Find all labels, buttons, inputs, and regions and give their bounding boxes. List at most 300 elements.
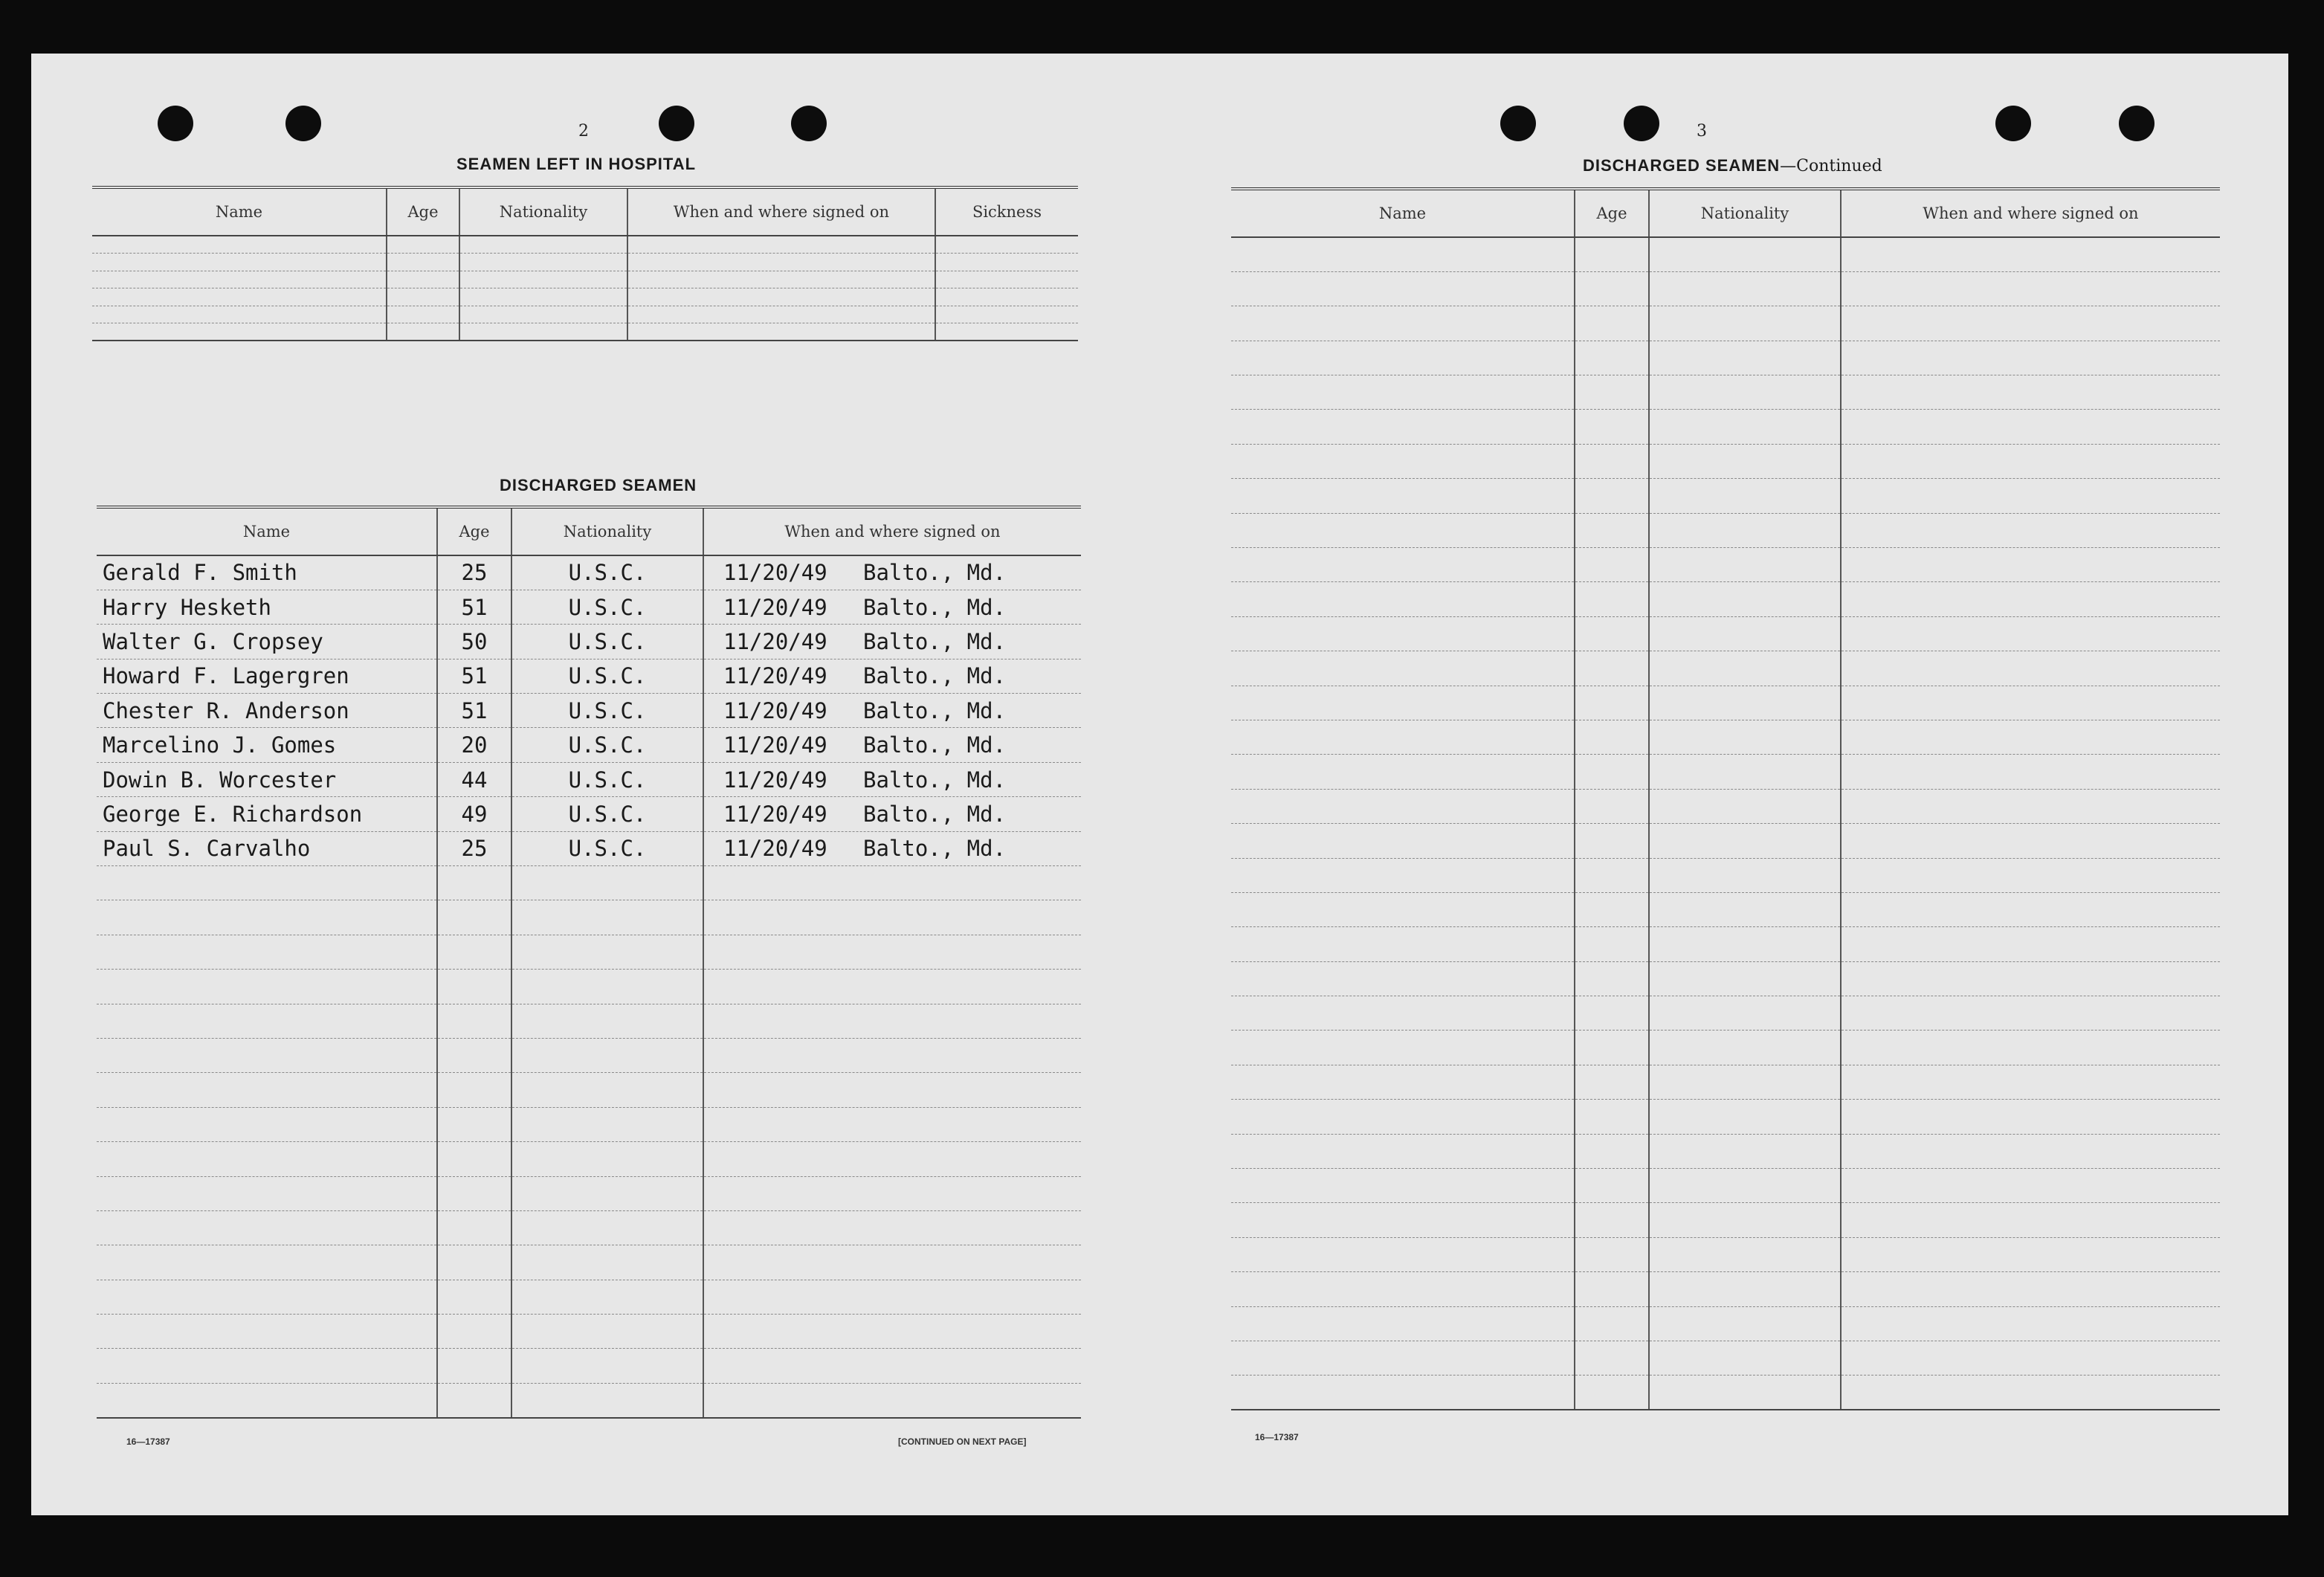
table-row — [97, 659, 1081, 693]
cell-name — [92, 236, 387, 254]
cell-sickness — [935, 271, 1078, 288]
cell-name — [92, 288, 387, 306]
cell-age — [437, 1107, 511, 1141]
cell-age — [387, 236, 459, 254]
cell-signed-on — [703, 866, 1081, 900]
cell-name — [97, 900, 437, 935]
cell-name — [1231, 1272, 1575, 1306]
cell-age — [1575, 1031, 1649, 1065]
cell-nationality — [1649, 582, 1841, 616]
cell-name — [1231, 789, 1575, 823]
right-page — [1176, 54, 2288, 1515]
page-number: 2 — [578, 122, 589, 141]
table-row — [1231, 996, 2220, 1031]
cell-signed-on — [1841, 410, 2220, 444]
cell-nationality — [1649, 961, 1841, 996]
cell-age — [387, 323, 459, 341]
table-row — [1231, 306, 2220, 341]
table-row — [92, 236, 1078, 254]
cell-age: 25 — [437, 555, 511, 590]
cell-nationality — [511, 1315, 703, 1349]
cell-nationality — [1649, 1169, 1841, 1203]
signed-on-place: Balto., Md. — [863, 801, 1007, 827]
cell-age — [437, 1315, 511, 1349]
cell-signed-on — [627, 306, 935, 323]
cell-name — [1231, 1341, 1575, 1376]
table-row — [1231, 1031, 2220, 1065]
table-row — [1231, 858, 2220, 892]
cell-age — [1575, 1065, 1649, 1099]
table-row — [1231, 513, 2220, 547]
cell-nationality — [1649, 375, 1841, 410]
table-row — [1231, 927, 2220, 961]
page-number: 3 — [1697, 122, 1707, 141]
cell-nationality: U.S.C. — [511, 590, 703, 624]
cell-signed-on — [703, 1280, 1081, 1314]
cell-signed-on — [1841, 892, 2220, 926]
table-row — [92, 288, 1078, 306]
cell-name — [97, 1142, 437, 1176]
manifest-sheet — [31, 54, 2288, 1515]
cell-signed-on — [1841, 1203, 2220, 1237]
table-row — [97, 762, 1081, 796]
table-row — [97, 1280, 1081, 1314]
cell-signed-on — [1841, 237, 2220, 271]
column-header-name: Name — [1231, 189, 1575, 237]
cell-nationality — [1649, 1237, 1841, 1271]
cell-nationality — [1649, 686, 1841, 720]
cell-signed-on — [703, 1073, 1081, 1107]
table-row — [1231, 651, 2220, 686]
cell-signed-on — [703, 1245, 1081, 1280]
cell-nationality — [459, 323, 627, 341]
cell-age — [1575, 479, 1649, 513]
cell-signed-on — [703, 555, 1081, 590]
cell-nationality: U.S.C. — [511, 762, 703, 796]
cell-age — [1575, 1100, 1649, 1134]
column-header-signed-on: When and where signed on — [627, 187, 935, 236]
table-row — [1231, 1341, 2220, 1376]
cell-signed-on — [1841, 1100, 2220, 1134]
cell-name — [97, 1107, 437, 1141]
cell-signed-on — [1841, 513, 2220, 547]
cell-nationality — [1649, 1203, 1841, 1237]
cell-nationality: U.S.C. — [511, 694, 703, 728]
cell-nationality: U.S.C. — [511, 625, 703, 659]
cell-name: Harry Hesketh — [97, 590, 437, 624]
cell-age — [437, 900, 511, 935]
cell-nationality — [1649, 824, 1841, 858]
cell-age — [1575, 1169, 1649, 1203]
cell-nationality — [459, 254, 627, 271]
cell-age — [437, 935, 511, 969]
cell-nationality — [511, 1280, 703, 1314]
signed-on-date: 11/20/49 — [723, 560, 827, 586]
cell-signed-on — [703, 970, 1081, 1004]
table-row — [1231, 616, 2220, 651]
cell-nationality — [1649, 616, 1841, 651]
table-row — [97, 590, 1081, 624]
cell-nationality — [459, 288, 627, 306]
cell-age — [437, 1073, 511, 1107]
cell-nationality — [1649, 1376, 1841, 1410]
cell-name — [1231, 616, 1575, 651]
cell-signed-on — [1841, 616, 2220, 651]
cell-age — [1575, 1272, 1649, 1306]
cell-nationality — [1649, 858, 1841, 892]
cell-nationality — [511, 900, 703, 935]
cell-name — [1231, 410, 1575, 444]
cell-age — [437, 1383, 511, 1417]
cell-signed-on — [1841, 1169, 2220, 1203]
cell-nationality — [511, 1210, 703, 1245]
table-row — [97, 970, 1081, 1004]
table-row — [97, 866, 1081, 900]
cell-age: 25 — [437, 831, 511, 865]
column-header-nationality: Nationality — [1649, 189, 1841, 237]
cell-name — [1231, 479, 1575, 513]
column-header-signed-on: When and where signed on — [703, 507, 1081, 555]
cell-signed-on — [1841, 824, 2220, 858]
cell-age — [1575, 892, 1649, 926]
cell-signed-on — [1841, 341, 2220, 375]
cell-age — [1575, 1237, 1649, 1271]
cell-nationality — [1649, 548, 1841, 582]
cell-name — [1231, 341, 1575, 375]
cell-name — [97, 1073, 437, 1107]
cell-age — [387, 271, 459, 288]
cell-signed-on — [1841, 375, 2220, 410]
cell-nationality — [1649, 1031, 1841, 1065]
cell-name — [1231, 755, 1575, 789]
cell-nationality — [459, 306, 627, 323]
signed-on-date: 11/20/49 — [723, 732, 827, 758]
table-row — [1231, 341, 2220, 375]
cell-name — [1231, 513, 1575, 547]
table-row — [97, 1073, 1081, 1107]
cell-name — [1231, 1031, 1575, 1065]
cell-age: 51 — [437, 694, 511, 728]
table-row — [97, 1210, 1081, 1245]
cell-age — [387, 288, 459, 306]
cell-nationality — [1649, 271, 1841, 306]
signed-on-date: 11/20/49 — [723, 663, 827, 689]
cell-name: Marcelino J. Gomes — [97, 728, 437, 762]
cell-age — [437, 1349, 511, 1383]
cell-age — [1575, 1376, 1649, 1410]
column-header-nationality: Nationality — [511, 507, 703, 555]
table-row — [1231, 410, 2220, 444]
table-row — [1231, 1203, 2220, 1237]
cell-name — [97, 1245, 437, 1280]
cell-name: Paul S. Carvalho — [97, 831, 437, 865]
table-row — [1231, 1134, 2220, 1168]
cell-nationality — [1649, 341, 1841, 375]
cell-age — [1575, 651, 1649, 686]
column-header-name: Name — [97, 507, 437, 555]
cell-nationality — [1649, 1272, 1841, 1306]
cell-signed-on — [1841, 444, 2220, 478]
table-row — [92, 323, 1078, 341]
continued-table — [1231, 187, 2220, 1410]
signed-on-place: Balto., Md. — [863, 560, 1007, 586]
table-row — [1231, 892, 2220, 926]
cell-name — [97, 1315, 437, 1349]
cell-age — [1575, 513, 1649, 547]
cell-nationality: U.S.C. — [511, 728, 703, 762]
cell-signed-on — [1841, 271, 2220, 306]
hospital-section-title: SEAMEN LEFT IN HOSPITAL — [456, 155, 697, 173]
cell-signed-on — [703, 900, 1081, 935]
cell-age: 49 — [437, 797, 511, 831]
cell-signed-on — [1841, 858, 2220, 892]
cell-signed-on — [1841, 306, 2220, 341]
table-row — [1231, 1306, 2220, 1341]
cell-nationality — [511, 1004, 703, 1038]
cell-signed-on — [1841, 1237, 2220, 1271]
cell-name — [1231, 1134, 1575, 1168]
cell-age: 50 — [437, 625, 511, 659]
cell-name — [92, 254, 387, 271]
cell-age — [437, 1004, 511, 1038]
cell-signed-on — [1841, 1031, 2220, 1065]
cell-nationality — [511, 1038, 703, 1072]
cell-name — [97, 866, 437, 900]
cell-name — [97, 970, 437, 1004]
table-row — [1231, 961, 2220, 996]
cell-signed-on — [703, 797, 1081, 831]
table-row — [97, 625, 1081, 659]
cell-signed-on — [627, 323, 935, 341]
cell-name — [1231, 686, 1575, 720]
column-header-nationality: Nationality — [459, 187, 627, 236]
cell-nationality — [1649, 1065, 1841, 1099]
cell-nationality — [511, 935, 703, 969]
cell-nationality — [511, 866, 703, 900]
table-row — [97, 1315, 1081, 1349]
cell-age — [1575, 341, 1649, 375]
cell-age: 20 — [437, 728, 511, 762]
cell-signed-on — [703, 659, 1081, 693]
cell-nationality — [511, 970, 703, 1004]
cell-nationality — [511, 1176, 703, 1210]
cell-nationality — [1649, 237, 1841, 271]
cell-age — [1575, 410, 1649, 444]
table-row — [97, 1107, 1081, 1141]
cell-name — [1231, 1376, 1575, 1410]
cell-nationality — [1649, 892, 1841, 926]
signed-on-place: Balto., Md. — [863, 836, 1007, 862]
cell-name — [1231, 961, 1575, 996]
cell-age — [1575, 1306, 1649, 1341]
column-header-signed-on: When and where signed on — [1841, 189, 2220, 237]
cell-name — [97, 1383, 437, 1417]
cell-name — [1231, 444, 1575, 478]
table-row — [97, 1176, 1081, 1210]
section-title-text: DISCHARGED SEAMEN — [1583, 156, 1781, 175]
table-row — [1231, 789, 2220, 823]
cell-nationality — [1649, 1341, 1841, 1376]
signed-on-date: 11/20/49 — [723, 697, 827, 723]
cell-signed-on — [1841, 582, 2220, 616]
cell-signed-on — [1841, 927, 2220, 961]
cell-name — [1231, 1306, 1575, 1341]
table-row — [97, 694, 1081, 728]
cell-age — [1575, 237, 1649, 271]
cell-sickness — [935, 254, 1078, 271]
cell-nationality — [459, 236, 627, 254]
table-row — [97, 797, 1081, 831]
cell-age — [1575, 720, 1649, 754]
cell-nationality — [1649, 755, 1841, 789]
column-header-sickness: Sickness — [935, 187, 1078, 236]
cell-sickness — [935, 306, 1078, 323]
cell-name — [1231, 1065, 1575, 1099]
cell-signed-on — [1841, 1134, 2220, 1168]
cell-sickness — [935, 323, 1078, 341]
cell-signed-on — [1841, 961, 2220, 996]
section-title-suffix: —Continued — [1780, 157, 1882, 175]
cell-signed-on — [627, 271, 935, 288]
cell-age — [1575, 858, 1649, 892]
cell-name — [1231, 858, 1575, 892]
cell-name — [97, 1210, 437, 1245]
column-header-age: Age — [1575, 189, 1649, 237]
table-row — [1231, 686, 2220, 720]
cell-age — [437, 1280, 511, 1314]
cell-nationality — [1649, 996, 1841, 1031]
cell-nationality — [511, 1073, 703, 1107]
cell-signed-on — [1841, 1376, 2220, 1410]
cell-name — [1231, 306, 1575, 341]
cell-name: Chester R. Anderson — [97, 694, 437, 728]
cell-signed-on — [1841, 789, 2220, 823]
cell-nationality — [1649, 306, 1841, 341]
cell-age — [437, 970, 511, 1004]
cell-age: 51 — [437, 590, 511, 624]
cell-nationality: U.S.C. — [511, 555, 703, 590]
cell-name — [1231, 892, 1575, 926]
signed-on-place: Balto., Md. — [863, 697, 1007, 723]
cell-signed-on — [627, 236, 935, 254]
cell-name — [97, 1349, 437, 1383]
cell-name: Dowin B. Worcester — [97, 762, 437, 796]
table-row — [97, 831, 1081, 865]
signed-on-place: Balto., Md. — [863, 628, 1007, 654]
cell-age — [1575, 996, 1649, 1031]
cell-age — [1575, 1341, 1649, 1376]
cell-age — [437, 1142, 511, 1176]
table-row — [97, 1142, 1081, 1176]
table-row — [1231, 271, 2220, 306]
cell-name — [97, 1176, 437, 1210]
cell-name — [97, 1004, 437, 1038]
cell-age — [437, 1176, 511, 1210]
signed-on-date: 11/20/49 — [723, 801, 827, 827]
cell-signed-on — [627, 288, 935, 306]
cell-name — [1231, 271, 1575, 306]
cell-age: 44 — [437, 762, 511, 796]
cell-name: Walter G. Cropsey — [97, 625, 437, 659]
cell-name: Howard F. Lagergren — [97, 659, 437, 693]
cell-name — [1231, 548, 1575, 582]
table-row — [1231, 1237, 2220, 1271]
cell-signed-on — [703, 831, 1081, 865]
cell-signed-on — [703, 1142, 1081, 1176]
cell-name — [97, 1280, 437, 1314]
cell-age — [437, 1245, 511, 1280]
cell-signed-on — [1841, 1306, 2220, 1341]
cell-sickness — [935, 288, 1078, 306]
table-row — [97, 1245, 1081, 1280]
table-row — [1231, 755, 2220, 789]
cell-nationality — [1649, 410, 1841, 444]
cell-signed-on — [1841, 720, 2220, 754]
table-row — [97, 1004, 1081, 1038]
cell-name — [1231, 1203, 1575, 1237]
table-row — [97, 935, 1081, 969]
continued-section-title — [1583, 156, 1882, 175]
cell-name — [1231, 927, 1575, 961]
table-row — [92, 306, 1078, 323]
table-row — [97, 1349, 1081, 1383]
cell-name — [92, 306, 387, 323]
table-row — [97, 555, 1081, 590]
cell-age — [437, 1210, 511, 1245]
signed-on-date: 11/20/49 — [723, 836, 827, 862]
cell-age — [1575, 824, 1649, 858]
signed-on-place: Balto., Md. — [863, 732, 1007, 758]
form-number: 16—17387 — [1255, 1432, 1299, 1442]
table-row — [1231, 444, 2220, 478]
cell-name — [1231, 996, 1575, 1031]
cell-nationality — [511, 1349, 703, 1383]
cell-nationality — [1649, 789, 1841, 823]
cell-signed-on — [703, 1210, 1081, 1245]
cell-name: George E. Richardson — [97, 797, 437, 831]
cell-name — [1231, 720, 1575, 754]
table-row — [92, 271, 1078, 288]
cell-name — [1231, 824, 1575, 858]
cell-age: 51 — [437, 659, 511, 693]
table-row — [97, 1383, 1081, 1417]
cell-nationality — [1649, 927, 1841, 961]
cell-nationality — [1649, 1134, 1841, 1168]
signed-on-date: 11/20/49 — [723, 594, 827, 620]
cell-signed-on — [703, 1176, 1081, 1210]
signed-on-date: 11/20/49 — [723, 628, 827, 654]
table-row — [97, 728, 1081, 762]
continued-note: [CONTINUED ON NEXT PAGE] — [898, 1436, 1027, 1447]
cell-age — [1575, 548, 1649, 582]
cell-nationality — [1649, 479, 1841, 513]
cell-signed-on — [703, 1383, 1081, 1417]
cell-name — [1231, 651, 1575, 686]
signed-on-place: Balto., Md. — [863, 767, 1007, 793]
cell-signed-on — [703, 1349, 1081, 1383]
table-row — [1231, 1065, 2220, 1099]
cell-age — [1575, 755, 1649, 789]
cell-nationality — [1649, 513, 1841, 547]
cell-name — [1231, 237, 1575, 271]
cell-sickness — [935, 236, 1078, 254]
cell-age — [1575, 1134, 1649, 1168]
cell-signed-on — [703, 625, 1081, 659]
cell-name — [97, 935, 437, 969]
cell-age — [387, 254, 459, 271]
cell-signed-on — [1841, 1065, 2220, 1099]
cell-nationality — [1649, 1100, 1841, 1134]
